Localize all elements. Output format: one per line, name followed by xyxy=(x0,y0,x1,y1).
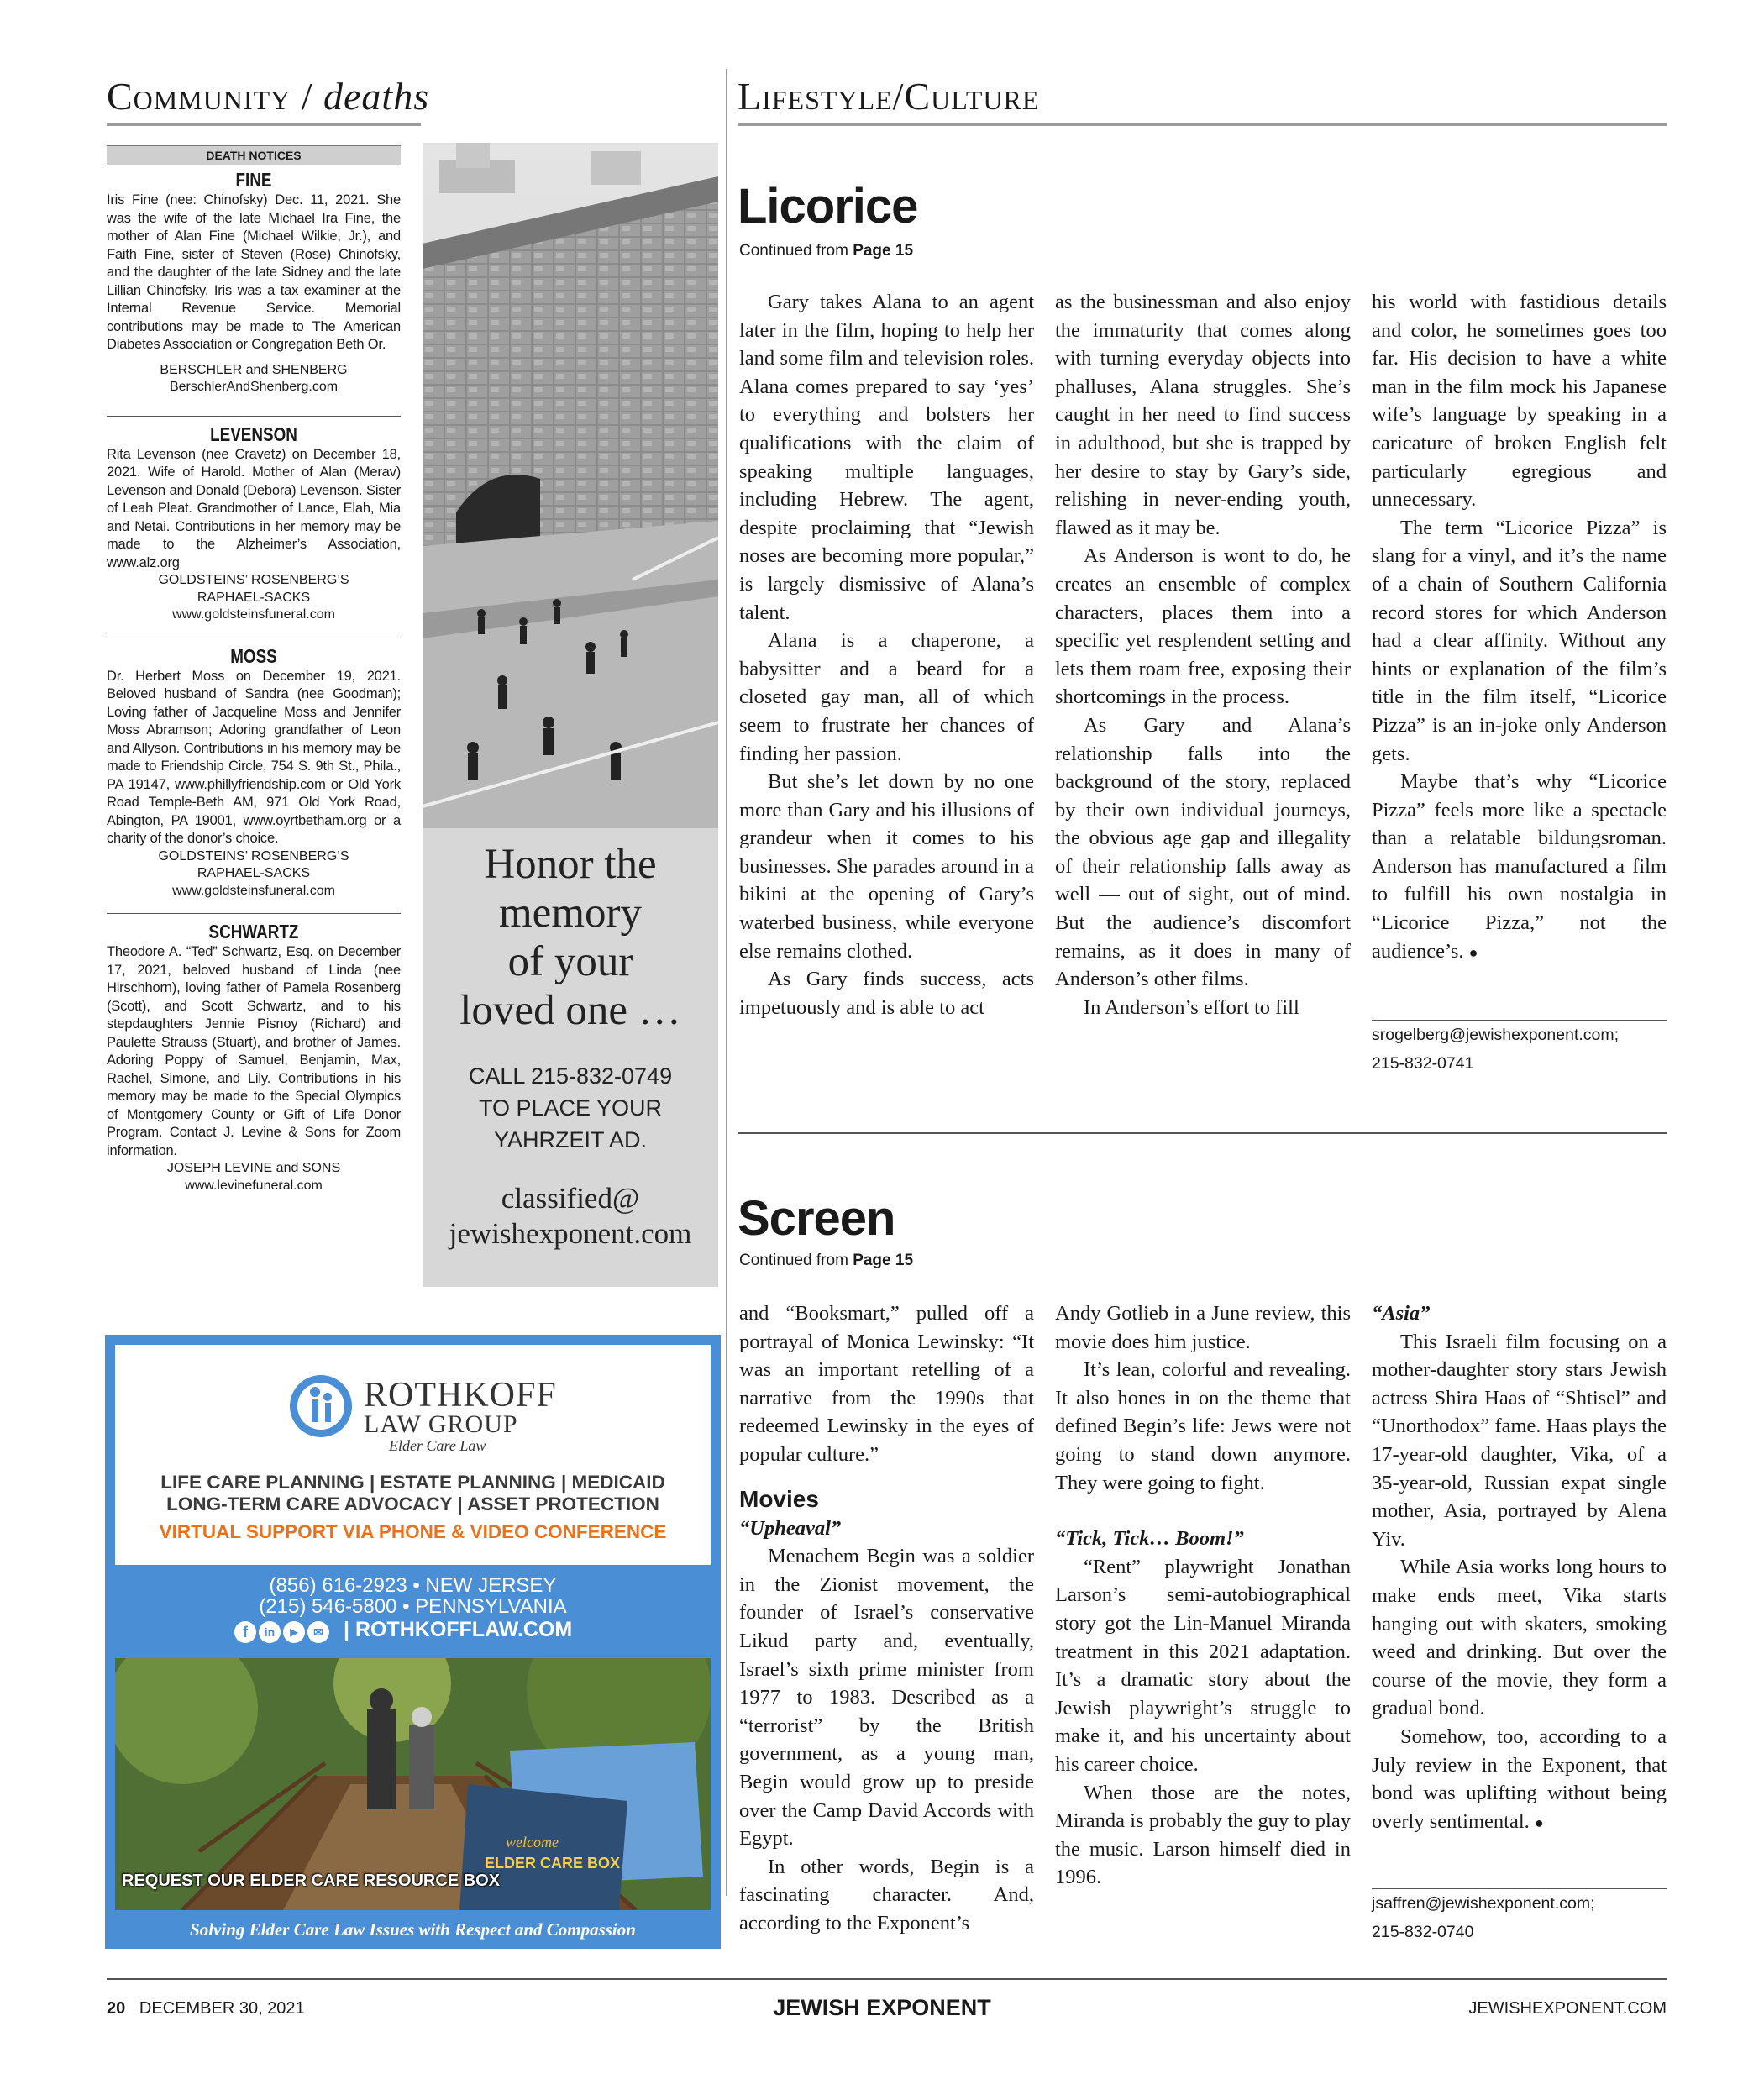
facebook-icon[interactable]: f xyxy=(234,1621,256,1643)
yahrzeit-email-line: jewishexponent.com xyxy=(449,1217,692,1250)
continued-page[interactable]: Page 15 xyxy=(853,242,914,260)
rothkoff-subname: LAW GROUP xyxy=(364,1410,518,1438)
notice-funeral-home: JOSEPH LEVINE and SONS xyxy=(166,1161,341,1175)
section-title-sep: / xyxy=(291,75,324,118)
death-notices xyxy=(107,145,401,1194)
footer-date: DECEMBER 30, 2021 xyxy=(139,1999,305,2018)
linkedin-icon[interactable]: in xyxy=(259,1621,281,1643)
notice-funeral-url: www.levinefuneral.com xyxy=(185,1178,323,1193)
article-continued-licorice xyxy=(739,242,913,260)
yahrzeit-call-line: YAHRZEIT AD. xyxy=(493,1127,648,1152)
ad-phone-pa[interactable]: (215) 546-5800 • PENNSYLVANIA xyxy=(259,1595,567,1618)
section-title-lifestyle: Lifestyle/Culture xyxy=(738,75,1040,118)
yahrzeit-ad xyxy=(423,828,718,1287)
film-title: “Tick, Tick… Boom!” xyxy=(1055,1527,1244,1551)
ad-social-row xyxy=(234,1618,596,1648)
screen-byline xyxy=(1372,1889,1595,1946)
paragraph: as the businessman and also enjoy the immaturity that comes along with turning everyday objects into phalluses, Alana struggles. She’s caught in her need to find success in adulthood, but she is trapped by her desire to stay by Gary’s side, relishing in never-ending youth, flawed as it may be. xyxy=(1055,291,1351,539)
paragraph: As Gary finds success, acts impetuously and is able to act xyxy=(739,968,1034,1019)
western-wall-photo xyxy=(423,143,718,828)
notice-funeral-url: www.goldsteinsfuneral.com xyxy=(172,883,335,898)
notice-funeral-url: www.goldsteinsfuneral.com xyxy=(172,607,335,622)
yahrzeit-title-line: loved one … xyxy=(459,987,681,1034)
licorice-byline xyxy=(1372,1021,1619,1078)
paragraph: While Asia works long hours to make ends meet, Vika starts hanging out with skaters, smoking weed and drinking. But over the course of the movie, they form a gradual bond. xyxy=(1372,1556,1667,1720)
licorice-column-2 xyxy=(1055,288,1351,1021)
notice-body: Rita Levenson (nee Cravetz) on December 18, 2021. Wife of Harold. Mother of Alan (Merav) Levenson and Donald (Debora) Levenson. Sister of Leah Pleat. Grandmother of Lance, Elah, Mia and Netai. Contributions in her memory may be made to the Alzheimer’s Association, www.alz.org xyxy=(107,446,401,570)
screen-column-2 xyxy=(1055,1299,1351,1892)
section-header-lifestyle xyxy=(738,74,1039,118)
notice-divider xyxy=(107,416,401,417)
continued-prefix: Continued from xyxy=(739,242,853,260)
yahrzeit-email-line: classified@ xyxy=(501,1182,640,1215)
notice-funeral-home-2: RAPHAEL-SACKS xyxy=(197,590,311,605)
death-notices-banner: DEATH NOTICES xyxy=(107,145,401,165)
notice-funeral-url: BerschlerAndShenberg.com xyxy=(169,380,339,394)
notice-name: FINE xyxy=(235,169,272,191)
continued-prefix: Continued from xyxy=(739,1252,853,1269)
notice-funeral-home-2: RAPHAEL-SACKS xyxy=(197,866,311,880)
footer-publication: JEWISH EXPONENT xyxy=(773,1995,991,2020)
paragraph: When those are the notes, Miranda is probably the guy to play the music. Larson himself died in 1996. xyxy=(1055,1781,1351,1889)
yahrzeit-title-line: of your xyxy=(507,938,633,985)
ad-services-line-2: LONG-TERM CARE ADVOCACY | ASSET PROTECTION xyxy=(166,1494,659,1515)
ad-virtual-support: VIRTUAL SUPPORT VIA PHONE & VIDEO CONFERENCE xyxy=(159,1521,667,1542)
film-title: “Asia” xyxy=(1372,1302,1431,1325)
paragraph xyxy=(1372,1723,1667,1837)
notice-funeral-home: GOLDSTEINS’ ROSENBERG’S xyxy=(158,573,349,587)
yahrzeit-title-line: Honor the xyxy=(484,841,657,888)
notice-funeral-home: GOLDSTEINS’ ROSENBERG’S xyxy=(158,848,349,864)
column-divider xyxy=(726,69,727,1896)
paragraph: and “Booksmart,” pulled off a portrayal of Monica Lewinsky: “It was an important retelling of a narrative from the 1990s that redeemed Lewinsky in the eyes of popular culture.” xyxy=(739,1302,1034,1466)
ad-request-box[interactable]: REQUEST OUR ELDER CARE RESOURCE BOX xyxy=(122,1872,501,1890)
article-continued-screen xyxy=(739,1252,913,1270)
paragraph: Andy Gotlieb in a June review, this movie does him justice. xyxy=(1055,1302,1351,1353)
movies-heading: Movies xyxy=(739,1485,819,1512)
notice-body: Iris Fine (nee: Chinofsky) Dec. 11, 2021. She was the wife of the late Michael Ira Fine, the mother of Alan Fine (Michael Wilkie, Jr.), and Faith Fine, sister of Steven (Rose) Chinofsky, and the daughter of the late Sidney and the late Lillian Chinofsky. Iris was a tax examiner at the Internal Revenue Service. Memorial contributions may be made to The American Diabetes Association or Congregation Beth Or. xyxy=(107,192,401,352)
byline-phone: 215-832-0740 xyxy=(1372,1923,1474,1941)
notice-body: Dr. Herbert Moss on December 19, 2021. Beloved husband of Sandra (nee Goodman); Loving father of Jacqueline Moss and Jennifer Moss Abramson; Adoring grandfather of Leon and Allyson. Contributions in his memory may be made to Friendship Circle, 754 S. 9th St., Phila., PA 19147, www.phillyfriendship.com or Old York Road Temple-Beth AM, 971 Old York Road, Abington, PA 19001, www.oyrtbetham.org or a charity of the donor’s choice. xyxy=(107,668,401,846)
yahrzeit-call-line: CALL 215-832-0749 xyxy=(468,1063,673,1089)
footer-rule xyxy=(107,1978,1667,1980)
paragraph: In other words, Begin is a fascinating character. And, according to the Exponent’s xyxy=(739,1855,1034,1935)
section-rule-right xyxy=(738,123,1667,126)
youtube-icon[interactable]: ▶ xyxy=(283,1621,305,1643)
notice-body: Theodore A. “Ted” Schwartz, Esq. on December 17, 2021, beloved husband of Linda (nee Hirschhorn), loving father of Pamela Rosenberg (Scott), and Scott Schwartz, and to his stepdaughters Jennie Pisnoy (Richard) and Paulette Strauss (Stuart), and brother of James. Adoring Poppy of Samuel, Benjamin, Max, Rachel, Simone, and Lily. Contributions in his memory may be made to the Special Olympics of Montgomery County or Gift of Life Donor Program. Contact J. Levine & Sons for Zoom information. xyxy=(107,944,401,1158)
notice-name: SCHWARTZ xyxy=(208,921,299,942)
paragraph: This Israeli film focusing on a mother-daughter story stars Jewish actress Shira Haas of “Shtisel” and “Unorthodox” fame. Haas plays the 17-year-old daughter, Vika, of a 35-year-old, Russian expat single mother, Asia, portrayed by Alena Yiv. xyxy=(1372,1330,1667,1551)
box-text-welcome: welcome xyxy=(506,1834,559,1851)
byline-phone: 215-832-0741 xyxy=(1372,1054,1474,1073)
footer-website[interactable]: JEWISHEXPONENT.COM xyxy=(1468,1999,1667,2018)
photo-illustration xyxy=(423,143,718,828)
screen-column-3 xyxy=(1372,1299,1667,1837)
end-mark: ● xyxy=(1468,943,1478,961)
paragraph-text: Somehow, too, according to a July review in the Exponent, that bond was uplifting without being overly sentimental. xyxy=(1372,1725,1667,1833)
ad-phone-nj[interactable]: (856) 616-2923 • NEW JERSEY xyxy=(269,1574,557,1597)
ad-header-panel xyxy=(115,1345,711,1565)
end-mark: ● xyxy=(1534,1814,1544,1831)
article-title-licorice: Licorice xyxy=(738,179,918,234)
ad-website[interactable]: | ROTHKOFFLAW.COM xyxy=(344,1618,573,1641)
paragraph-text: Maybe that’s why “Licorice Pizza” feels more like a spectacle than a relatable bildungsroman. Anderson has manufactured a film to fulfill his own nostalgia in “Licorice Pizza,” not the audience’s. xyxy=(1372,770,1667,963)
paragraph: But she’s let down by no one more than Gary and his illusions of grandeur when it comes to his businesses. She parades around in a bikini at the opening of Gary’s waterbed business, while everyone else remains clothed. xyxy=(739,770,1034,963)
paragraph: As Anderson is wont to do, he creates an ensemble of complex characters, places them into a specific yet resplendent setting and lets them roam free, exposing their shortcomings in the process. xyxy=(1055,544,1351,709)
notice-name: LEVENSON xyxy=(210,423,297,445)
paragraph: Gary takes Alana to an agent later in the film, hoping to help her land some film and television roles. Alana comes prepared to say ‘yes’ to everything and bolsters her qualifications with the claim of speaking multiple languages, including Hebrew. The agent, despite proclaiming that “Jewish noses are becoming more popular,” is largely dismissive of Alana’s talent. xyxy=(739,291,1034,624)
footer-page-number: 20 xyxy=(107,1999,126,2018)
section-title-sub: deaths xyxy=(323,75,430,118)
licorice-column-1 xyxy=(739,288,1034,1021)
rothkoff-logo-icon xyxy=(288,1373,354,1439)
ad-bridge-photo xyxy=(115,1658,711,1910)
byline-email[interactable]: jsaffren@jewishexponent.com; xyxy=(1372,1894,1595,1913)
ad-tagline: Solving Elder Care Law Issues with Respect and Compassion xyxy=(190,1919,636,1940)
paragraph: As Gary and Alana’s relationship falls into the background of the story, replaced by their own individual journeys, the obvious age gap and illegality of their relationship falls away as well — out of sight, out of mind. But the audience’s discomfort remains, as it does in many of Anderson’s other films. xyxy=(1055,713,1351,991)
paragraph: Menachem Begin was a soldier in the Zionist movement, the founder of Israel’s conservative Likud party and, eventually, Israel’s sixth prime minister from 1977 to 1983. Described as a “terrorist” by the British government, as a young man, Begin would grow up to preside over the Camp David Accords with Egypt. xyxy=(739,1545,1034,1851)
notice-funeral-home: BERSCHLER and SHENBERG xyxy=(160,362,348,377)
email-icon[interactable]: ✉ xyxy=(307,1621,329,1643)
yahrzeit-call-line: TO PLACE YOUR xyxy=(478,1095,663,1121)
section-header-community xyxy=(107,74,429,118)
notice-name: MOSS xyxy=(230,644,277,667)
paragraph: In Anderson’s effort to fill xyxy=(1084,995,1299,1019)
ad-services-line-1: LIFE CARE PLANNING | ESTATE PLANNING | MEDICAID xyxy=(160,1472,665,1493)
notice-divider xyxy=(107,913,401,914)
section-title-main: Community xyxy=(107,75,291,118)
rothkoff-logo xyxy=(288,1373,565,1454)
article-divider xyxy=(738,1132,1667,1134)
licorice-column-3 xyxy=(1372,288,1667,967)
article-title-screen: Screen xyxy=(738,1191,895,1246)
paragraph: The term “Licorice Pizza” is slang for a vinyl, and it’s the name of a chain of Southern California record stores for which Anderson had a clear affinity. Without any hints or explanation of the film’s title in the film itself, “Licorice Pizza” is an in-joke only Anderson gets. xyxy=(1372,516,1667,765)
paragraph xyxy=(1372,768,1667,967)
box-text-title: ELDER CARE BOX xyxy=(485,1855,621,1872)
continued-page[interactable]: Page 15 xyxy=(853,1252,914,1269)
rothkoff-tagline: Elder Care Law xyxy=(389,1437,486,1454)
section-rule-left xyxy=(107,123,421,126)
screen-column-1 xyxy=(739,1299,1034,1937)
paragraph: “Rent” playwright Jonathan Larson’s semi-autobiographical story got the Lin-Manuel Miranda treatment in this 2021 adaptation. It’s a dramatic story about the Jewish playwright’s struggle to make it, and his uncertainty about his career choice. xyxy=(1055,1555,1351,1776)
rothkoff-name: ROTHKOFF xyxy=(364,1376,557,1415)
yahrzeit-title-line: memory xyxy=(499,890,642,937)
rothkoff-law-ad[interactable] xyxy=(105,1335,721,1949)
paragraph: his world with fastidious details and color, he sometimes goes too far. His decision to have a white man in the film mock his Japanese wife’s language by speaking in a caricature of broken English felt particularly egregious and unnecessary. xyxy=(1372,291,1667,512)
paragraph: It’s lean, colorful and revealing. It also hones in on the theme that defined Begin’s life: Jews were not going to stand down anymore. They were going to fight. xyxy=(1055,1358,1351,1494)
paragraph: Alana is a chaperone, a babysitter and a beard for a closeted gay man, all of which seem to frustrate her chances of finding her passion. xyxy=(739,629,1034,765)
film-title: “Upheaval” xyxy=(739,1516,842,1540)
byline-email[interactable]: srogelberg@jewishexponent.com; xyxy=(1372,1026,1620,1044)
